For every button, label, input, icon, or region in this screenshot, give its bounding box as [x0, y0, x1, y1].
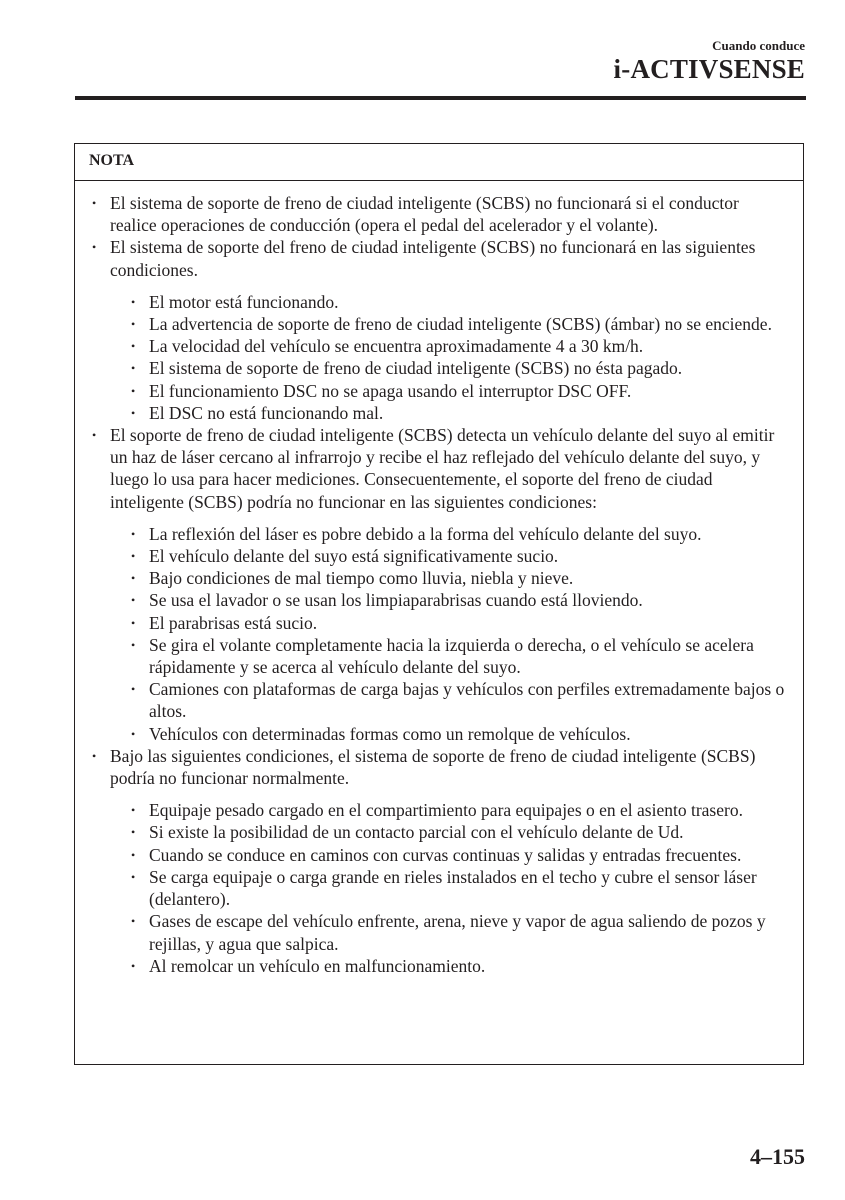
note-item	[88, 192, 789, 236]
note-subitem: • Se carga equipaje o carga grande en rieles instalados en el techo y cubre el sensor láser (delantero).	[110, 866, 789, 910]
header-divider	[75, 96, 806, 100]
note-subitem: • Gases de escape del vehículo enfrente, arena, nieve y vapor de agua saliendo de pozos y rejillas, y agua que salpica.	[110, 910, 789, 954]
note-subitem: • Camiones con plataformas de carga bajas y vehículos con perfiles extremadamente bajos o altos.	[110, 678, 789, 722]
note-subitem: • La velocidad del vehículo se encuentra aproximadamente 4 a 30 km/h.	[110, 335, 789, 357]
note-subitem: • El motor está funcionando.	[110, 291, 789, 313]
page-title: i-ACTIVSENSE	[613, 54, 805, 84]
note-item-text: El soporte de freno de ciudad inteligente (SCBS) detecta un vehículo delante del suyo al emitir un haz de láser cercano al infrarrojo y recibe el haz reflejado del vehículo delante del suyo, y luego lo usa para hacer mediciones. Consecuentemente, el soporte del freno de ciudad inteligente (SCBS) podría no funcionar en las siguientes condiciones:	[110, 425, 775, 512]
note-subitem: • El vehículo delante del suyo está significativamente sucio.	[110, 545, 789, 567]
note-subitem: • Equipaje pesado cargado en el compartimiento para equipajes o en el asiento trasero.	[110, 799, 789, 821]
note-list	[88, 192, 789, 977]
note-subitem: • Bajo condiciones de mal tiempo como lluvia, niebla y nieve.	[110, 567, 789, 589]
note-subitem: • Cuando se conduce en caminos con curvas continuas y salidas y entradas frecuentes.	[110, 844, 789, 866]
note-item-text: El sistema de soporte del freno de ciudad inteligente (SCBS) no funcionará en las siguientes condiciones.	[110, 237, 756, 280]
note-item	[88, 236, 789, 424]
note-sublist	[110, 291, 789, 424]
note-item	[88, 424, 789, 745]
note-subitem: • El DSC no está funcionando mal.	[110, 402, 789, 424]
note-subitem: • El parabrisas está sucio.	[110, 612, 789, 634]
note-subitem: • Se gira el volante completamente hacia la izquierda o derecha, o el vehículo se acelera rápidamente y se acerca al vehículo delante del suyo.	[110, 634, 789, 678]
note-item-text: Bajo las siguientes condiciones, el sistema de soporte de freno de ciudad inteligente (SCBS) podría no funcionar normalmente.	[110, 745, 756, 789]
note-box	[74, 143, 804, 1065]
note-body	[75, 181, 803, 977]
note-item-text: El sistema de soporte de freno de ciudad inteligente (SCBS) no funcionará si el conductor realice operaciones de conducción (opera el pedal del acelerador y el volante).	[110, 193, 739, 236]
note-subitem: • La advertencia de soporte de freno de ciudad inteligente (SCBS) (ámbar) no se enciende.	[110, 313, 789, 335]
note-item	[88, 745, 789, 977]
note-subitem: • El sistema de soporte de freno de ciudad inteligente (SCBS) no ésta pagado.	[110, 357, 789, 379]
note-sublist	[110, 799, 789, 977]
section-label: Cuando conduce	[712, 38, 805, 53]
note-subitem: • La reflexión del láser es pobre debido a la forma del vehículo delante del suyo.	[110, 523, 789, 545]
note-subitem: • Vehículos con determinadas formas como un remolque de vehículos.	[110, 723, 789, 745]
page-number: 4–155	[750, 1144, 805, 1169]
note-subitem: • El funcionamiento DSC no se apaga usando el interruptor DSC OFF.	[110, 380, 789, 402]
note-subitem: • Si existe la posibilidad de un contacto parcial con el vehículo delante de Ud.	[110, 821, 789, 843]
note-sublist	[110, 523, 789, 745]
note-heading: NOTA	[75, 144, 803, 181]
note-subitem: • Se usa el lavador o se usan los limpiaparabrisas cuando está lloviendo.	[110, 589, 789, 611]
note-subitem: • Al remolcar un vehículo en malfuncionamiento.	[110, 955, 789, 977]
